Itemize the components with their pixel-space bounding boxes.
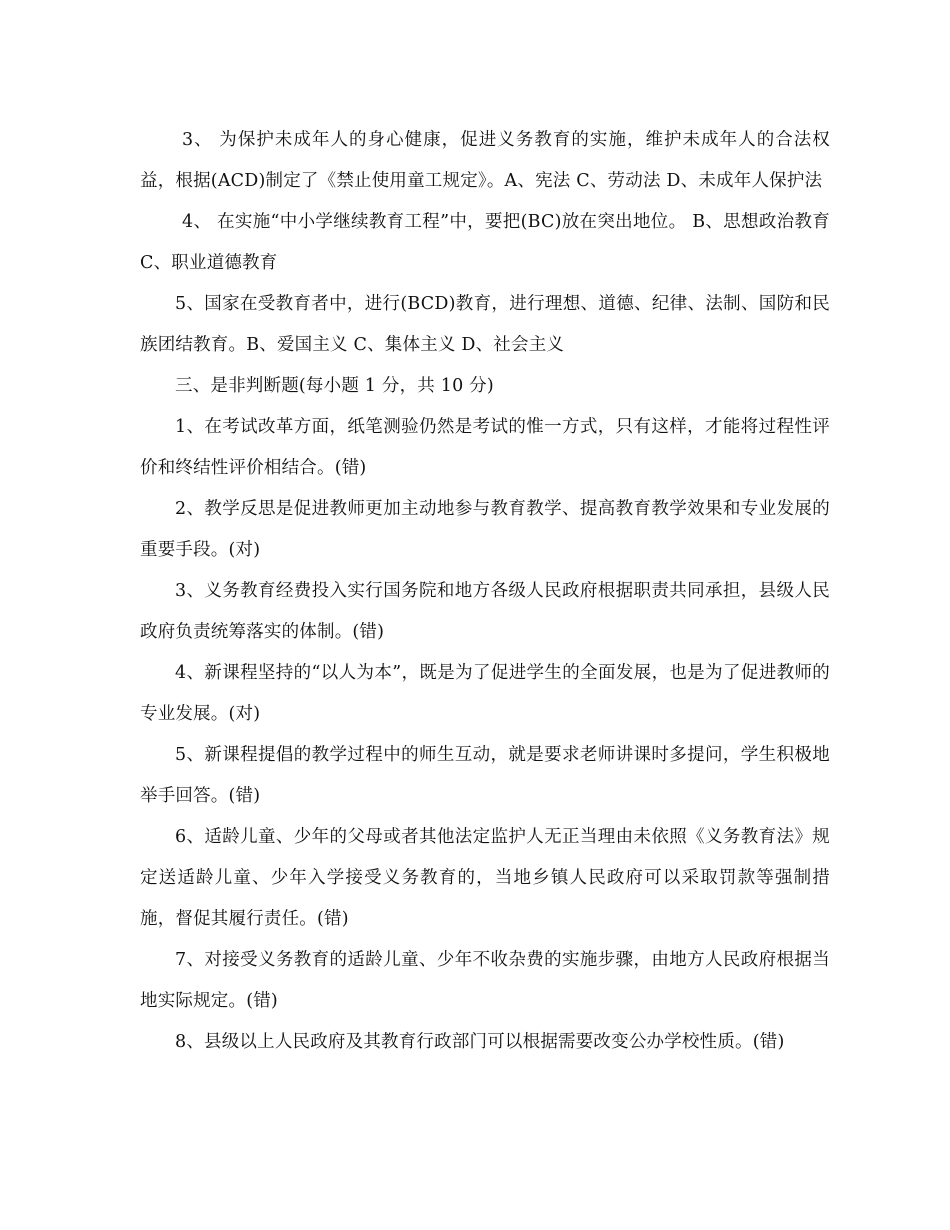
- question-3-choice: 3、 为保护未成年人的身心健康，促进义务教育的实施，维护未成年人的合法权益，根据(ACD)制定了《禁止使用童工规定》。A、宪法 C、劳动法 D、未成年人保护法: [140, 130, 830, 191]
- true-false-item-2: 2、教学反思是促进教师更加主动地参与教育教学、提高教育教学效果和专业发展的重要手段。(对): [140, 499, 830, 560]
- true-false-item-8: 8、县级以上人民政府及其教育行政部门可以根据需要改变公办学校性质。(错): [175, 1032, 785, 1052]
- true-false-item-3: 3、义务教育经费投入实行国务院和地方各级人民政府根据职责共同承担，县级人民政府负责统筹落实的体制。(错): [140, 581, 830, 642]
- true-false-item-1: 1、在考试改革方面，纸笔测验仍然是考试的惟一方式，只有这样，才能将过程性评价和终结性评价相结合。(错): [140, 417, 830, 478]
- true-false-item-6: 6、适龄儿童、少年的父母或者其他法定监护人无正当理由未依照《义务教育法》规定送适龄儿童、少年入学接受义务教育的，当地乡镇人民政府可以采取罚款等强制措施，督促其履行责任。(错): [140, 827, 830, 929]
- section-heading-true-false: 三、是非判断题(每小题 1 分，共 10 分): [175, 376, 494, 396]
- true-false-item-7: 7、对接受义务教育的适龄儿童、少年不收杂费的实施步骤，由地方人民政府根据当地实际规定。(错): [140, 950, 830, 1011]
- true-false-item-4: 4、新课程坚持的“以人为本”，既是为了促进学生的全面发展，也是为了促进教师的专业发展。(对): [140, 663, 830, 724]
- question-4-choice: 4、 在实施“中小学继续教育工程”中，要把(BC)放在突出地位。 B、思想政治教育 C、职业道德教育: [140, 212, 830, 273]
- document-body: [140, 120, 830, 1063]
- question-5-choice: 5、国家在受教育者中，进行(BCD)教育，进行理想、道德、纪律、法制、国防和民族团结教育。B、爱国主义 C、集体主义 D、社会主义: [140, 294, 830, 355]
- true-false-item-5: 5、新课程提倡的教学过程中的师生互动，就是要求老师讲课时多提问，学生积极地举手回答。(错): [140, 745, 830, 806]
